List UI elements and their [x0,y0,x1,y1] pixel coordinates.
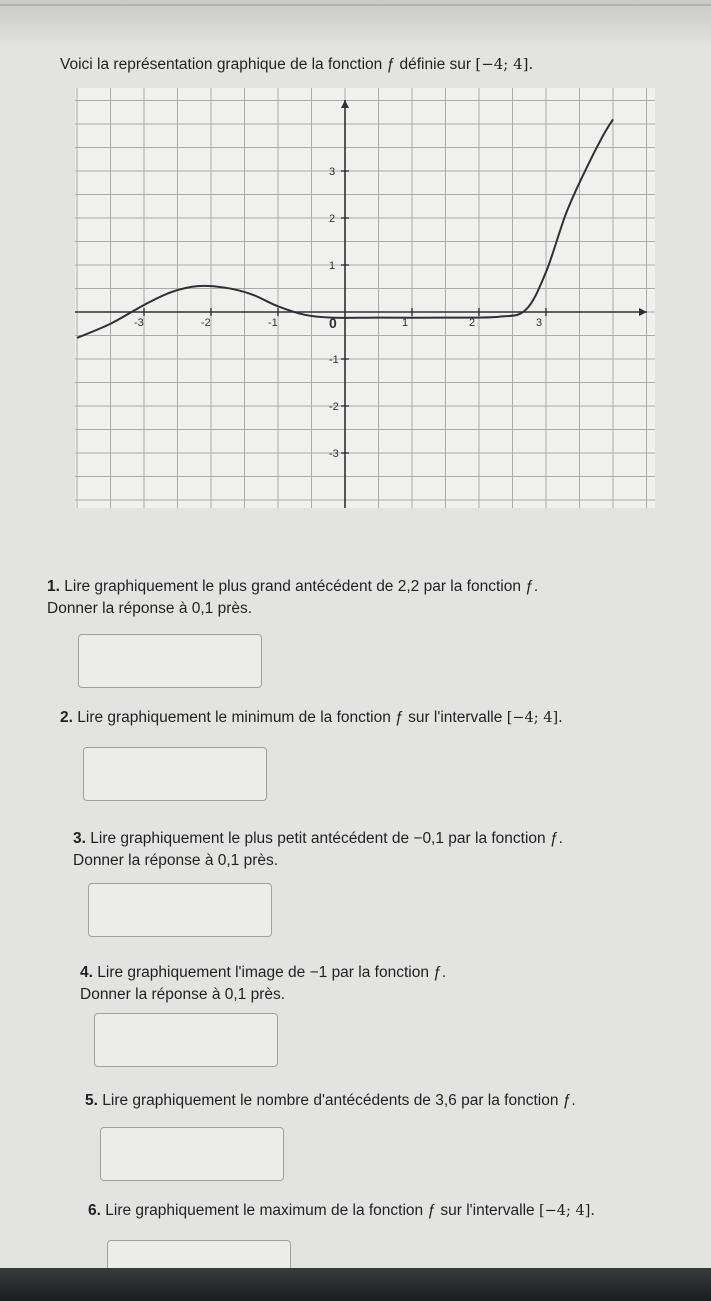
question-3-precision: Donner la réponse à 0,1 près. [73,852,279,869]
intro-sentence: Voici la représentation graphique de la fonction ƒ définie sur [60,56,472,73]
question-1-text: Lire graphiquement le plus grand antécédent de 2,2 par la fonction ƒ. [64,578,539,595]
x-tick-label: -2 [201,317,211,329]
question-6-interval: [−4; 4]. [538,1203,596,1219]
question-3 [73,828,563,872]
function-graph [75,88,655,508]
intro-interval: [−4; 4]. [475,55,534,73]
y-tick-label: 2 [329,213,336,225]
question-1 [47,576,538,620]
x-tick-label: 3 [536,317,543,329]
y-tick-label: -1 [329,354,339,366]
answer-box-3[interactable] [88,883,272,937]
question-2-number: 2. [60,709,73,726]
x-tick-label: -1 [268,317,278,329]
question-5-number: 5. [85,1092,98,1109]
question-2-interval: [−4; 4]. [506,710,563,726]
graph-background [75,88,655,508]
question-5-text: Lire graphiquement le nombre d'antécédents de 3,6 par la fonction ƒ. [102,1092,576,1109]
question-2-text: Lire graphiquement le minimum de la fonction ƒ sur l'intervalle [77,709,503,726]
question-3-number: 3. [73,830,86,847]
origin-label: 0 [329,315,337,331]
question-4 [80,962,446,1006]
intro-text [60,55,533,74]
question-6 [88,1200,595,1222]
x-tick-label: 1 [402,317,409,329]
question-4-precision: Donner la réponse à 0,1 près. [80,986,286,1003]
question-3-text: Lire graphiquement le plus petit antécédent de −0,1 par la fonction ƒ. [90,830,563,847]
answer-box-5[interactable] [100,1127,284,1181]
question-4-text: Lire graphiquement l'image de −1 par la fonction ƒ. [97,964,447,981]
question-1-precision: Donner la réponse à 0,1 près. [47,600,253,617]
y-tick-label: 1 [329,260,336,272]
answer-box-1[interactable] [78,634,262,688]
answer-box-4[interactable] [94,1013,278,1067]
question-1-number: 1. [47,578,60,595]
question-6-text: Lire graphiquement le maximum de la fonction ƒ sur l'intervalle [105,1202,535,1219]
bottom-bar [0,1268,711,1301]
x-tick-label: -3 [134,317,144,329]
question-2 [60,707,563,729]
answer-box-2[interactable] [83,747,267,801]
y-tick-label: -2 [329,401,339,413]
graph-svg [75,88,655,508]
page-top-line [0,4,711,6]
y-tick-label: 3 [329,166,336,178]
y-tick-label: -3 [329,448,339,460]
question-6-number: 6. [88,1202,101,1219]
x-tick-label: 2 [469,317,476,329]
page-top-strip [0,0,711,48]
question-5 [85,1090,576,1112]
question-4-number: 4. [80,964,93,981]
